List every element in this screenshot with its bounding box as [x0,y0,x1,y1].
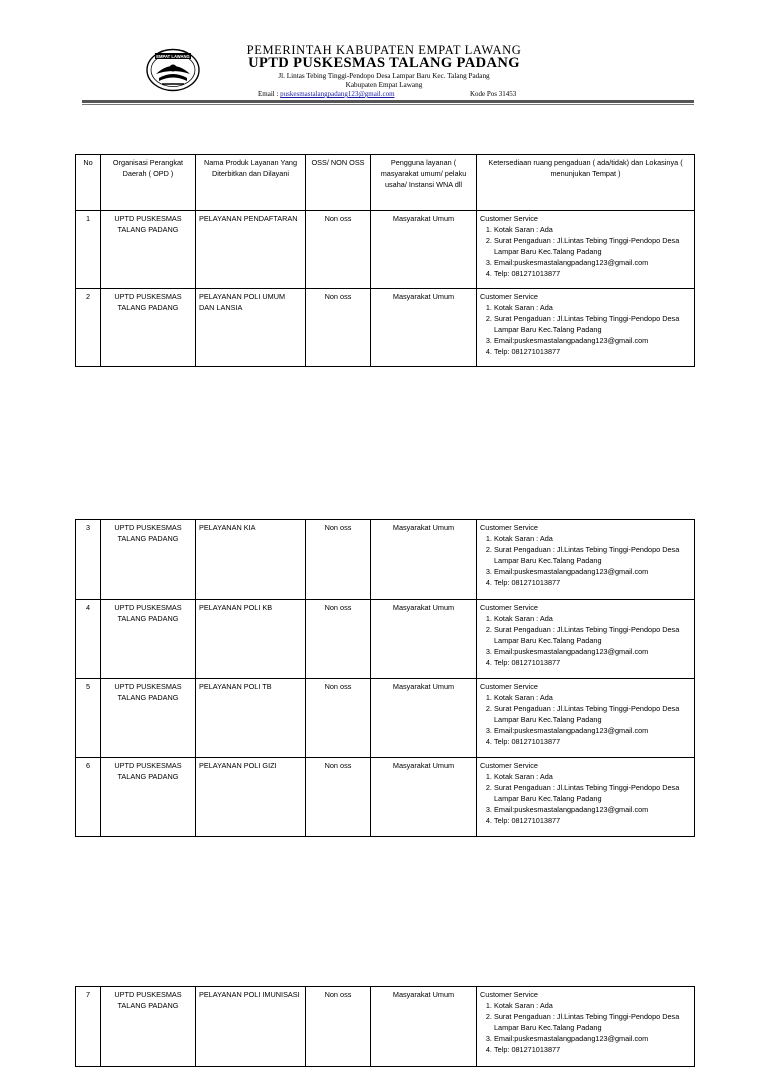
pengaduan-item: 1. Kotak Saran : Ada [494,1000,691,1011]
pengaduan-item: 4. Telp: 081271013877 [494,346,691,357]
cell-pengguna: Masyarakat Umum [371,758,477,837]
pengaduan-title: Customer Service [480,761,538,770]
table-row [76,987,695,1067]
cell-produk: PELAYANAN KIA [196,520,306,600]
pengaduan-list [480,224,691,279]
table-row [76,758,695,837]
table-header-row [76,155,695,211]
pengaduan-item: 1. Kotak Saran : Ada [494,771,691,782]
kop-line-uptd: UPTD PUSKESMAS TALANG PADANG [248,55,520,71]
cell-opd: UPTD PUSKESMAS TALANG PADANG [101,758,196,837]
cell-opd: UPTD PUSKESMAS TALANG PADANG [101,679,196,758]
table-continuation [0,980,768,1054]
kop-divider [82,100,694,103]
kop-divider-thin [82,104,694,105]
pengaduan-title: Customer Service [480,214,538,223]
pengaduan-item: 3. Email:puskesmastalangpadang123@gmail.com [494,257,691,268]
pengaduan-item: 2. Surat Pengaduan : Jl.Lintas Tebing Tinggi-Pendopo Desa Lampar Baru Kec.Talang Padang [494,1011,691,1033]
pengaduan-item: 4. Telp: 081271013877 [494,815,691,826]
cell-pengaduan [477,600,695,679]
layanan-table-3 [75,986,695,1067]
cell-pengaduan [477,758,695,837]
cell-pengaduan [477,211,695,289]
cell-pengaduan [477,987,695,1067]
header-produk: Nama Produk Layanan Yang Diterbitkan dan Dilayani [196,155,306,211]
cell-produk: PELAYANAN POLI GIZI [196,758,306,837]
cell-opd: UPTD PUSKESMAS TALANG PADANG [101,600,196,679]
pengaduan-list [480,613,691,668]
cell-pengaduan [477,289,695,367]
layanan-table-2 [75,519,695,837]
pengaduan-item: 3. Email:puskesmastalangpadang123@gmail.com [494,725,691,736]
pengaduan-list [480,692,691,747]
pengaduan-item: 1. Kotak Saran : Ada [494,224,691,235]
pengaduan-item: 2. Surat Pengaduan : Jl.Lintas Tebing Tinggi-Pendopo Desa Lampar Baru Kec.Talang Padang [494,782,691,804]
cell-pengaduan [477,520,695,600]
cell-no: 4 [76,600,101,679]
cell-pengguna: Masyarakat Umum [371,289,477,367]
kop-email [258,90,395,98]
table-row [76,211,695,289]
kop-line-kabupaten: Kabupaten Empat Lawang [345,81,423,89]
emblem-logo [146,48,200,92]
pengaduan-item: 4. Telp: 081271013877 [494,736,691,747]
cell-pengguna: Masyarakat Umum [371,600,477,679]
table-row [76,600,695,679]
cell-produk: PELAYANAN POLI TB [196,679,306,758]
cell-pengguna: Masyarakat Umum [371,211,477,289]
header-oss: OSS/ NON OSS [306,155,371,211]
cell-opd: UPTD PUSKESMAS TALANG PADANG [101,211,196,289]
logo-text: EMPAT LAWANG [156,53,190,59]
cell-pengguna: Masyarakat Umum [371,987,477,1067]
cell-no: 5 [76,679,101,758]
cell-oss: Non oss [306,211,371,289]
pengaduan-list [480,1000,691,1055]
kop-line-pemerintah: PEMERINTAH KABUPATEN EMPAT LAWANG [246,43,522,57]
header-no: No [76,155,101,211]
layanan-table-1 [75,154,695,367]
header-pengaduan: Ketersediaan ruang pengaduan ( ada/tidak) dan Lokasinya ( menunjukan Tempat ) [477,155,695,211]
cell-produk: PELAYANAN POLI KB [196,600,306,679]
cell-produk: PELAYANAN PENDAFTARAN [196,211,306,289]
pengaduan-item: 2. Surat Pengaduan : Jl.Lintas Tebing Tinggi-Pendopo Desa Lampar Baru Kec.Talang Padang [494,235,691,257]
kop-line-alamat: Jl. Lintas Tebing Tinggi-Pendopo Desa Lampar Baru Kec. Talang Padang [278,72,490,80]
cell-oss: Non oss [306,987,371,1067]
cell-oss: Non oss [306,289,371,367]
pengaduan-item: 3. Email:puskesmastalangpadang123@gmail.com [494,335,691,346]
cell-pengguna: Masyarakat Umum [371,520,477,600]
pengaduan-item: 2. Surat Pengaduan : Jl.Lintas Tebing Tinggi-Pendopo Desa Lampar Baru Kec.Talang Padang [494,313,691,335]
cell-oss: Non oss [306,679,371,758]
cell-no: 7 [76,987,101,1067]
cell-no: 6 [76,758,101,837]
pengaduan-item: 3. Email:puskesmastalangpadang123@gmail.com [494,566,691,577]
pengaduan-item: 1. Kotak Saran : Ada [494,692,691,703]
table-row [76,520,695,600]
cell-opd: UPTD PUSKESMAS TALANG PADANG [101,289,196,367]
pengaduan-title: Customer Service [480,523,538,532]
pengaduan-title: Customer Service [480,603,538,612]
pengaduan-item: 3. Email:puskesmastalangpadang123@gmail.com [494,804,691,815]
pengaduan-item: 1. Kotak Saran : Ada [494,533,691,544]
pengaduan-item: 4. Telp: 081271013877 [494,657,691,668]
cell-pengguna: Masyarakat Umum [371,679,477,758]
pengaduan-item: 2. Surat Pengaduan : Jl.Lintas Tebing Tinggi-Pendopo Desa Lampar Baru Kec.Talang Padang [494,544,691,566]
cell-opd: UPTD PUSKESMAS TALANG PADANG [101,520,196,600]
cell-pengaduan [477,679,695,758]
pengaduan-item: 2. Surat Pengaduan : Jl.Lintas Tebing Tinggi-Pendopo Desa Lampar Baru Kec.Talang Padang [494,703,691,725]
cell-oss: Non oss [306,600,371,679]
cell-produk: PELAYANAN POLI IMUNISASI [196,987,306,1067]
table-row [76,679,695,758]
cell-oss: Non oss [306,758,371,837]
header-opd: Organisasi Perangkat Daerah ( OPD ) [101,155,196,211]
cell-no: 3 [76,520,101,600]
pengaduan-list [480,771,691,826]
pengaduan-item: 4. Telp: 081271013877 [494,577,691,588]
pengaduan-item: 1. Kotak Saran : Ada [494,613,691,624]
pengaduan-item: 3. Email:puskesmastalangpadang123@gmail.com [494,646,691,657]
pengaduan-list [480,533,691,588]
pengaduan-item: 2. Surat Pengaduan : Jl.Lintas Tebing Tinggi-Pendopo Desa Lampar Baru Kec.Talang Padang [494,624,691,646]
cell-oss: Non oss [306,520,371,600]
pengaduan-item: 3. Email:puskesmastalangpadang123@gmail.com [494,1033,691,1044]
pengaduan-item: 4. Telp: 081271013877 [494,268,691,279]
table-row [76,289,695,367]
kop-email-label: Email : [258,90,281,98]
kop-kode-pos: Kode Pos 31453 [470,90,517,98]
pengaduan-item: 1. Kotak Saran : Ada [494,302,691,313]
cell-opd: UPTD PUSKESMAS TALANG PADANG [101,987,196,1067]
kop-email-link[interactable]: puskesmastalangpadang123@gmail.com [280,90,395,98]
cell-no: 2 [76,289,101,367]
cell-produk: PELAYANAN POLI UMUM DAN LANSIA [196,289,306,367]
pengaduan-title: Customer Service [480,292,538,301]
cell-no: 1 [76,211,101,289]
pengaduan-title: Customer Service [480,990,538,999]
pengaduan-title: Customer Service [480,682,538,691]
header-pengguna: Pengguna layanan ( masyarakat umum/ pelaku usaha/ Instansi WNA dll [371,155,477,211]
pengaduan-list [480,302,691,357]
pengaduan-item: 4. Telp: 081271013877 [494,1044,691,1055]
